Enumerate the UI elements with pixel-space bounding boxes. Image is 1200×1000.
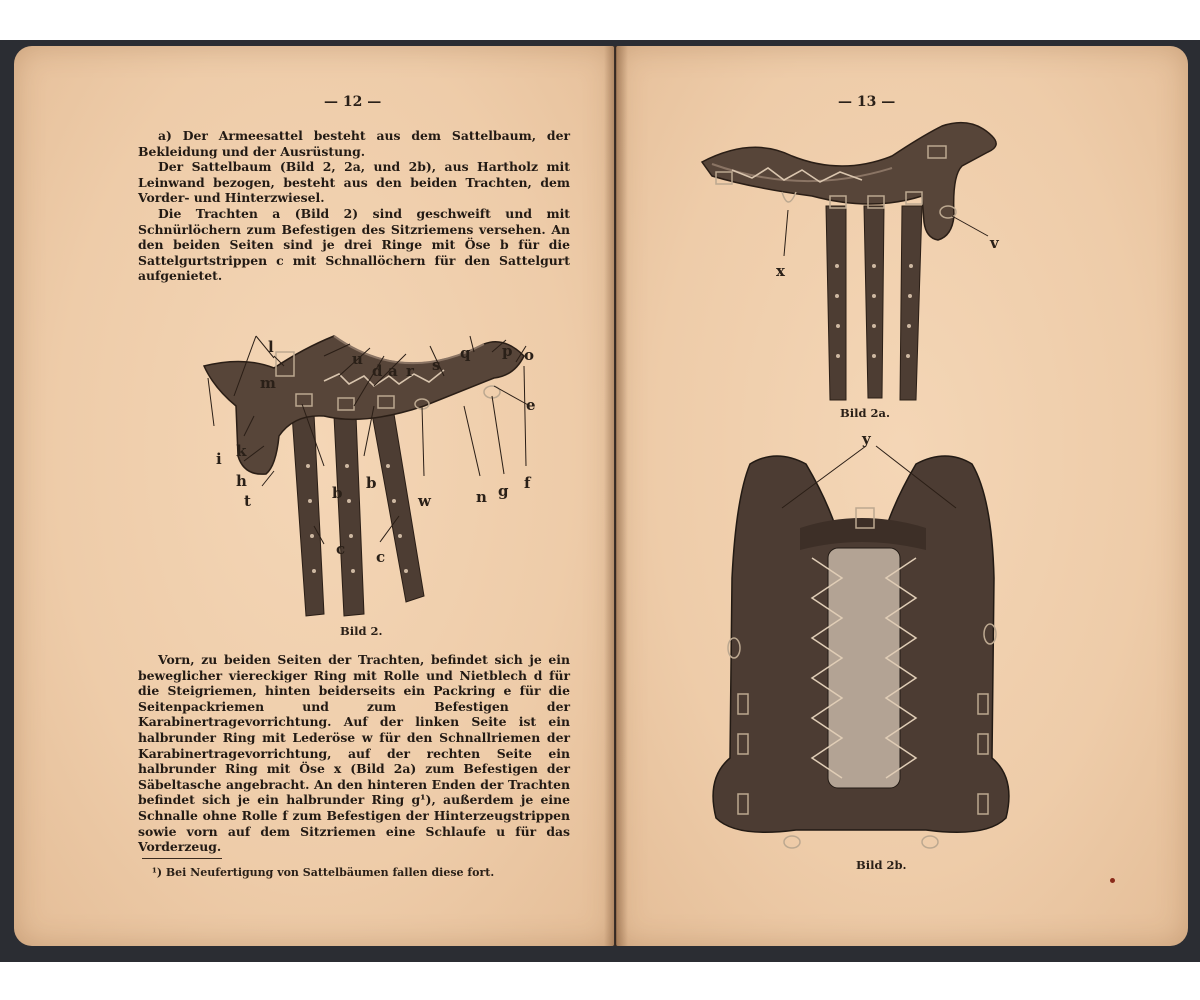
label-m: m: [260, 374, 276, 392]
saddle-underside-illustration: [696, 430, 1026, 858]
page-number: — 13 —: [838, 94, 896, 110]
label-b-2: b: [366, 474, 377, 492]
paragraph: Der Sattelbaum (Bild 2, 2a, und 2b), aus Hartholz mit Leinwand bezogen, besteht aus den beiden Trachten, dem Vorder- und Hinterzwiesel.: [138, 159, 570, 206]
figure-caption-2a: Bild 2a.: [840, 406, 890, 420]
footnote-divider: [142, 858, 222, 859]
label-h: h: [236, 472, 247, 490]
page-number: — 12 —: [324, 94, 382, 110]
label-w: w: [418, 492, 431, 510]
girth-straps: [826, 206, 922, 400]
saddle-tree: [702, 123, 996, 240]
label-f: f: [524, 474, 531, 492]
label-y: y: [862, 430, 871, 448]
label-c-1: c: [336, 540, 346, 558]
label-a: a: [388, 362, 398, 380]
girth-straps: [292, 414, 424, 616]
right-page: [616, 46, 1188, 946]
paragraph: Vorn, zu beiden Seiten der Trachten, befindet sich je ein beweglicher viereckiger Ring mit Rolle und Nietblech d für die Steigriemen, hinten beiderseits ein Packring e für die Seitenpackriemen und zum Befestigen der Karabinertragevorrichtung. Auf der linken Seite ist ein halbrunder Ring mit Lederöse w für den Schnallriemen der Karabinertragevorrichtung, auf der rechten Seite ein halbrunder Ring mit Öse x (Bild 2a) zum Befestigen der Säbeltasche angebracht. An den hinteren Enden der Trachten befindet sich je ein halbrunder Ring g¹), außerdem je eine Schnalle ohne Rolle f zum Befestigen der Hinterzeugstrippen sowie vorn auf dem Sitzriemen eine Schlaufe u für das Vorderzeug.: [138, 652, 570, 855]
paragraph: a) Der Armeesattel besteht aus dem Sattelbaum, der Bekleidung und der Ausrüstung.: [138, 128, 570, 159]
body-text-bottom: [138, 652, 570, 855]
label-q: q: [460, 344, 471, 362]
label-n: n: [476, 488, 487, 506]
label-s: s: [432, 356, 441, 374]
label-g: g: [498, 482, 509, 500]
label-c-2: c: [376, 548, 386, 566]
label-e: e: [526, 396, 536, 414]
label-r: r: [406, 362, 414, 380]
label-i: i: [216, 450, 222, 468]
label-x: x: [776, 262, 785, 280]
footnote: ¹) Bei Neufertigung von Sattelbäumen fallen diese fort.: [152, 866, 495, 879]
paragraph: Die Trachten a (Bild 2) sind geschweift und mit Schnürlöchern zum Befestigen des Sitzriemens versehen. An den beiden Seiten sind je drei Ringe mit Öse b für die Sattelgurtstrippen c mit Schnallöchern für den Sattelgurt aufgenietet.: [138, 205, 570, 284]
left-page: [14, 46, 614, 946]
body-text-top: [138, 128, 570, 284]
label-p: p: [502, 342, 513, 360]
figure-caption: Bild 2.: [340, 624, 383, 638]
saddle-side-illustration: [174, 296, 534, 626]
book-spine: [604, 46, 628, 946]
label-k: k: [236, 442, 247, 460]
label-t: t: [244, 492, 251, 510]
figure-caption-2b: Bild 2b.: [856, 858, 907, 872]
label-o: o: [524, 346, 535, 364]
label-b-1: b: [332, 484, 343, 502]
leader-lines: [784, 210, 988, 256]
label-l: l: [268, 338, 274, 356]
center-channel: [828, 548, 900, 788]
label-d: d: [372, 362, 383, 380]
label-u: u: [352, 350, 363, 368]
ink-spot: [1110, 878, 1115, 883]
label-v: v: [990, 234, 999, 252]
saddle-right-side-illustration: [692, 116, 1022, 406]
